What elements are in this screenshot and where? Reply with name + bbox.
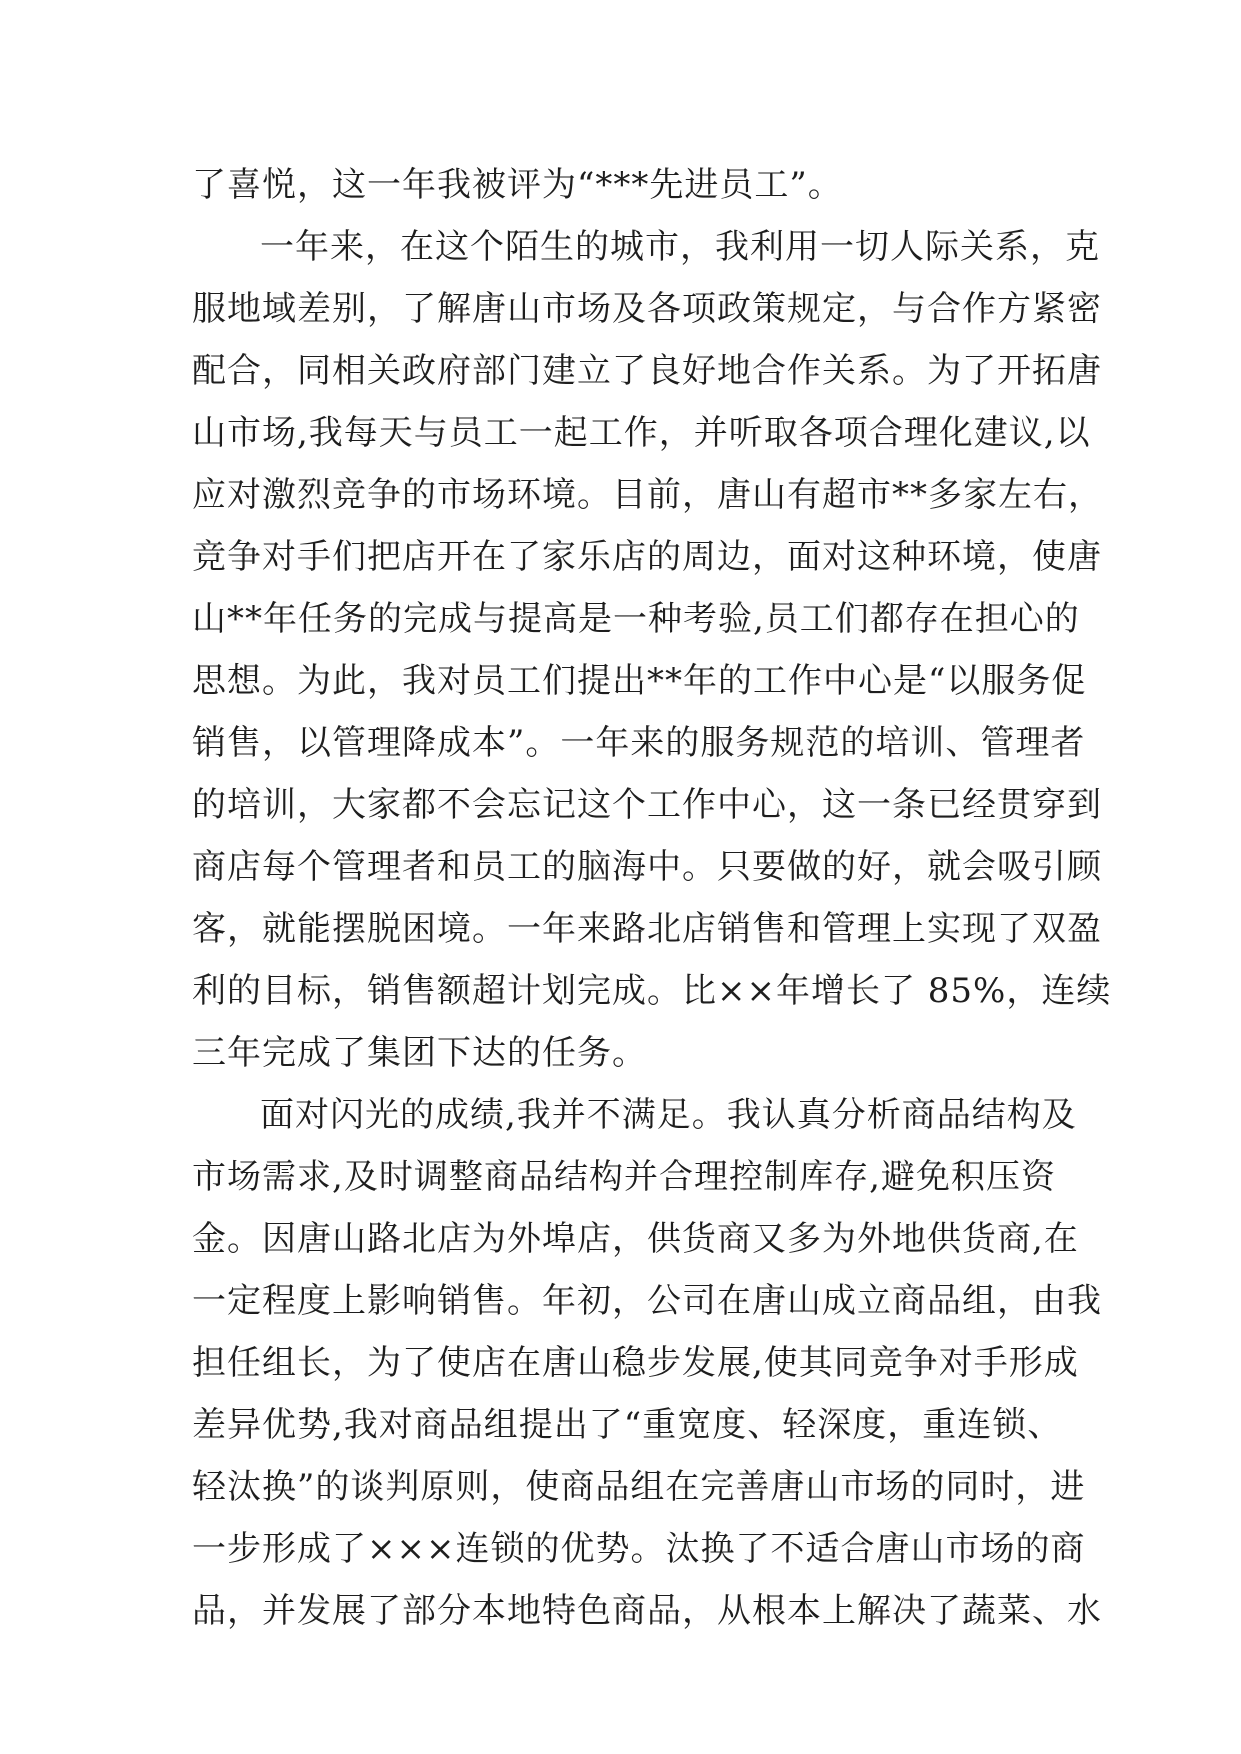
text-line: 差异优势,我对商品组提出了“重宽度、轻深度，重连锁、: [192, 1405, 1063, 1445]
paragraph-first-line: 面对闪光的成绩,我并不满足。我认真分析商品结构及: [260, 1095, 1077, 1135]
text-line: 一定程度上影响销售。年初，公司在唐山成立商品组，由我: [192, 1281, 1102, 1321]
body-text: [192, 154, 1112, 1642]
text-line: 一步形成了×××连锁的优势。汰换了不适合唐山市场的商: [192, 1529, 1086, 1569]
text-line: 利的目标，销售额超计划完成。比××年增长了 85%，连续: [192, 971, 1112, 1011]
paragraph-first-line: 一年来，在这个陌生的城市，我利用一切人际关系，克: [260, 227, 1100, 267]
text-line: 轻汰换”的谈判原则，使商品组在完善唐山市场的同时，进: [192, 1467, 1086, 1507]
text-line: 配合，同相关政府部门建立了良好地合作关系。为了开拓唐: [192, 351, 1102, 391]
text-line: 竞争对手们把店开在了家乐店的周边，面对这种环境，使唐: [192, 537, 1102, 577]
text-line: 商店每个管理者和员工的脑海中。只要做的好，就会吸引顾: [192, 847, 1102, 887]
paragraph-last-line: 三年完成了集团下达的任务。: [192, 1033, 647, 1073]
text-line: 担任组长，为了使店在唐山稳步发展,使其同竞争对手形成: [192, 1343, 1079, 1383]
text-line: 金。因唐山路北店为外埠店，供货商又多为外地供货商,在: [192, 1219, 1079, 1259]
text-line: 山市场,我每天与员工一起工作，并听取各项合理化建议,以: [192, 413, 1091, 453]
text-line: 品，并发展了部分本地特色商品，从根本上解决了蔬菜、水: [192, 1591, 1102, 1631]
text-line: 了喜悦，这一年我被评为“***先进员工”。: [192, 165, 843, 205]
text-line: 山**年任务的完成与提高是一种考验,员工们都存在担心的: [192, 599, 1080, 639]
text-line: 思想。为此，我对员工们提出**年的工作中心是“以服务促: [192, 661, 1087, 701]
text-line: 销售，以管理降成本”。一年来的服务规范的培训、管理者: [192, 723, 1086, 763]
text-line: 应对激烈竞争的市场环境。目前，唐山有超市**多家左右，: [192, 475, 1103, 515]
text-line: 市场需求,及时调整商品结构并合理控制库存,避免积压资: [192, 1157, 1056, 1197]
text-line: 客，就能摆脱困境。一年来路北店销售和管理上实现了双盈: [192, 909, 1102, 949]
text-line: 服地域差别，了解唐山市场及各项政策规定，与合作方紧密: [192, 289, 1102, 329]
text-line: 的培训，大家都不会忘记这个工作中心，这一条已经贯穿到: [192, 785, 1102, 825]
